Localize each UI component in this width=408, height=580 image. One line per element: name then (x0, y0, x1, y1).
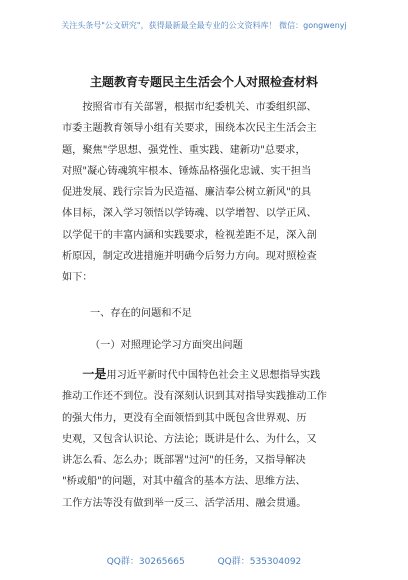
subsection-heading: （一）对照理论学习方面突出问题 (90, 340, 243, 351)
text-line: 析原因，制定改进措施并明确今后努力方向。现对照检查 (62, 251, 317, 263)
text-line: 工作方法等没有做到举一反三、活学活用、融会贯通。 (62, 497, 307, 509)
intro-paragraph (62, 97, 348, 289)
footer-qq-group-2[interactable]: QQ群：535304092 (217, 557, 302, 567)
text-line: 体目标，深入学习领悟以学铸魂、以学增智、以学正风、 (62, 208, 317, 220)
text-line (62, 364, 348, 386)
text-line: 题，聚焦"学思想、强党性、重实践、建新功"总要求， (62, 144, 306, 156)
text-line: 对照"凝心铸魂筑牢根本、锤炼品格强化忠诚、实干担当 (62, 165, 312, 177)
text-line: "桥或船"的问题，对其中蕴含的基本方法、思维方法、 (62, 476, 306, 488)
text-line: 如下： (62, 272, 93, 284)
section-heading: 一、存在的问题和不足 (90, 308, 192, 319)
text-line: 市委主题教育领导小组有关要求，围绕本次民主生活会主 (62, 123, 317, 135)
footer (0, 554, 408, 567)
document-title: 主题教育专题民主生活会个人对照检查材料 (89, 75, 318, 89)
body-paragraph (62, 364, 348, 514)
text-line: 按照省市有关部署，根据市纪委机关、市委组织部、 (62, 102, 317, 113)
text-line: 促进发展、践行宗旨为民造福、廉洁奉公树立新风"的具 (62, 187, 312, 199)
header-banner[interactable]: 关注头条号"公文研究"，获得最新最全最专业的公文资料库！ 微信：gongwenyj (61, 21, 347, 30)
text-line: 以学促干的丰富内涵和实践要求，检视差距不足，深入剖 (62, 229, 317, 241)
lead-phrase: 一是 (82, 367, 107, 381)
text-line: 史观，又包含认识论、方法论；既讲是什么、为什么，又 (62, 433, 317, 445)
text-line: 讲怎么看、怎么办；既部署"过河"的任务，又指导解决 (62, 455, 306, 467)
text-fragment: 用习近平新时代中国特色社会主义思想指导实践 (106, 370, 321, 381)
footer-qq-group-1[interactable]: QQ群：30265665 (106, 557, 185, 567)
text-line: 的强大伟力，更没有全面领悟到其中既包含世界观、历 (62, 412, 307, 424)
text-line: 推动工作还不到位。没有深刻认识到其对指导实践推动工作 (62, 391, 327, 403)
